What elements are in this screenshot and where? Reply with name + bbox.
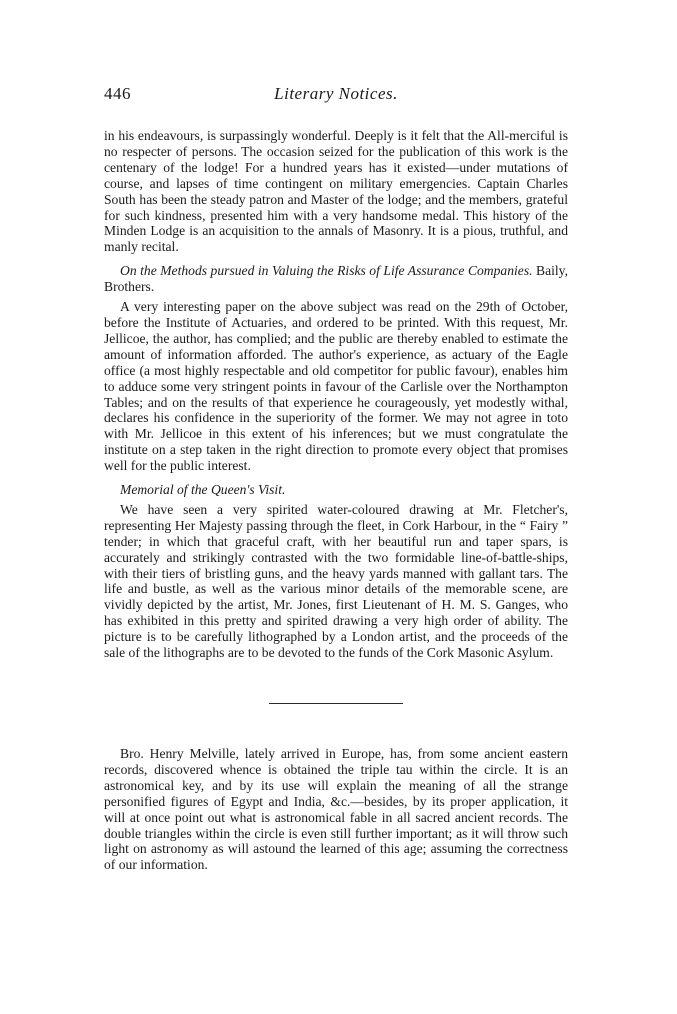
- memorial-notice-title: Memorial of the Queen's Visit.: [120, 482, 286, 498]
- memorial-notice-body: We have seen a very spirited water-coloured drawing at Mr. Fletcher's, representing Her Majesty passing through the fleet, in Cork Harbour, in the “ Fairy ” tender; in which that graceful craft, with her beautiful run and taper spars, is accurately and strikingly contrasted with the two formidable line-of-battle-ships, with their tiers of bristling guns, and the heavy yards manned with gallant tars. The life and bustle, as well as the various minor details of the memorable scene, are vividly depicted by the artist, Mr. Jones, first Lieutenant of H. M. S. Ganges, who has exhibited in this pretty and spirited drawing a very high order of ability. The picture is to be carefully lithographed by a London artist, and the proceeds of the sale of the lithographs are to be devoted to the funds of the Cork Masonic Asylum.: [104, 501, 568, 661]
- methods-notice-heading: [104, 263, 568, 295]
- minden-lodge-paragraph: in his endeavours, is surpassingly wonderful. Deeply is it felt that the All-merciful is no respecter of persons. The occasion seized for the publication of this work is the centenary of the lodge! For a hundred years has it existed—under mutations of course, and lapses of time contingent on military emergencies. Captain Charles South has been the steady patron and Master of the lodge; and the members, grateful for such kindness, presented him with a very handsome medal. This history of the Minden Lodge is an acquisition to the annals of Masonry. It is a pious, truthful, and manly recital.: [104, 128, 568, 255]
- methods-notice-title: On the Methods pursued in Valuing the Risks of Life Assurance Companies.: [120, 263, 533, 279]
- melville-notice-body: Bro. Henry Melville, lately arrived in Europe, has, from some ancient eastern records, discovered whence is obtained the triple tau within the circle. It is an astronomical key, and by its use will explain the meaning of all the strange personified figures of Egypt and India, &c.—besides, by its proper application, it will at once point out what is astronomical fable in all sacred ancient records. The double triangles within the circle is even still further important; as it will throw such light on astronomy as will astound the learned of this age; assuming the correctness of our information.: [104, 746, 568, 873]
- running-head: Literary Notices.: [274, 84, 398, 103]
- page-header: [104, 84, 568, 112]
- methods-notice-body: A very interesting paper on the above subject was read on the 29th of October, before the Institute of Actuaries, and ordered to be printed. With this request, Mr. Jellicoe, the author, has complied; and the public are thereby enabled to estimate the amount of information afforded. The author's experience, as actuary of the Eagle office (a most highly respectable and old competitor for public favour), enables him to adduce some very stringent points in favour of the Carlisle over the Northampton Tables; and on the results of that experience he courageously, yet modestly withal, declares his confidence in the superiority of the former. We may not agree in toto with Mr. Jellicoe in this extent of his inferences; but we must congratulate the institute on a step taken in the right direction to promote every object that promises well for the public interest.: [104, 299, 568, 474]
- page-number: 446: [104, 84, 131, 103]
- methods-notice-publisher: Baily, Brothers.: [104, 263, 568, 295]
- section-divider: [269, 703, 403, 704]
- book-page: [104, 84, 568, 873]
- memorial-notice-heading: [104, 482, 568, 498]
